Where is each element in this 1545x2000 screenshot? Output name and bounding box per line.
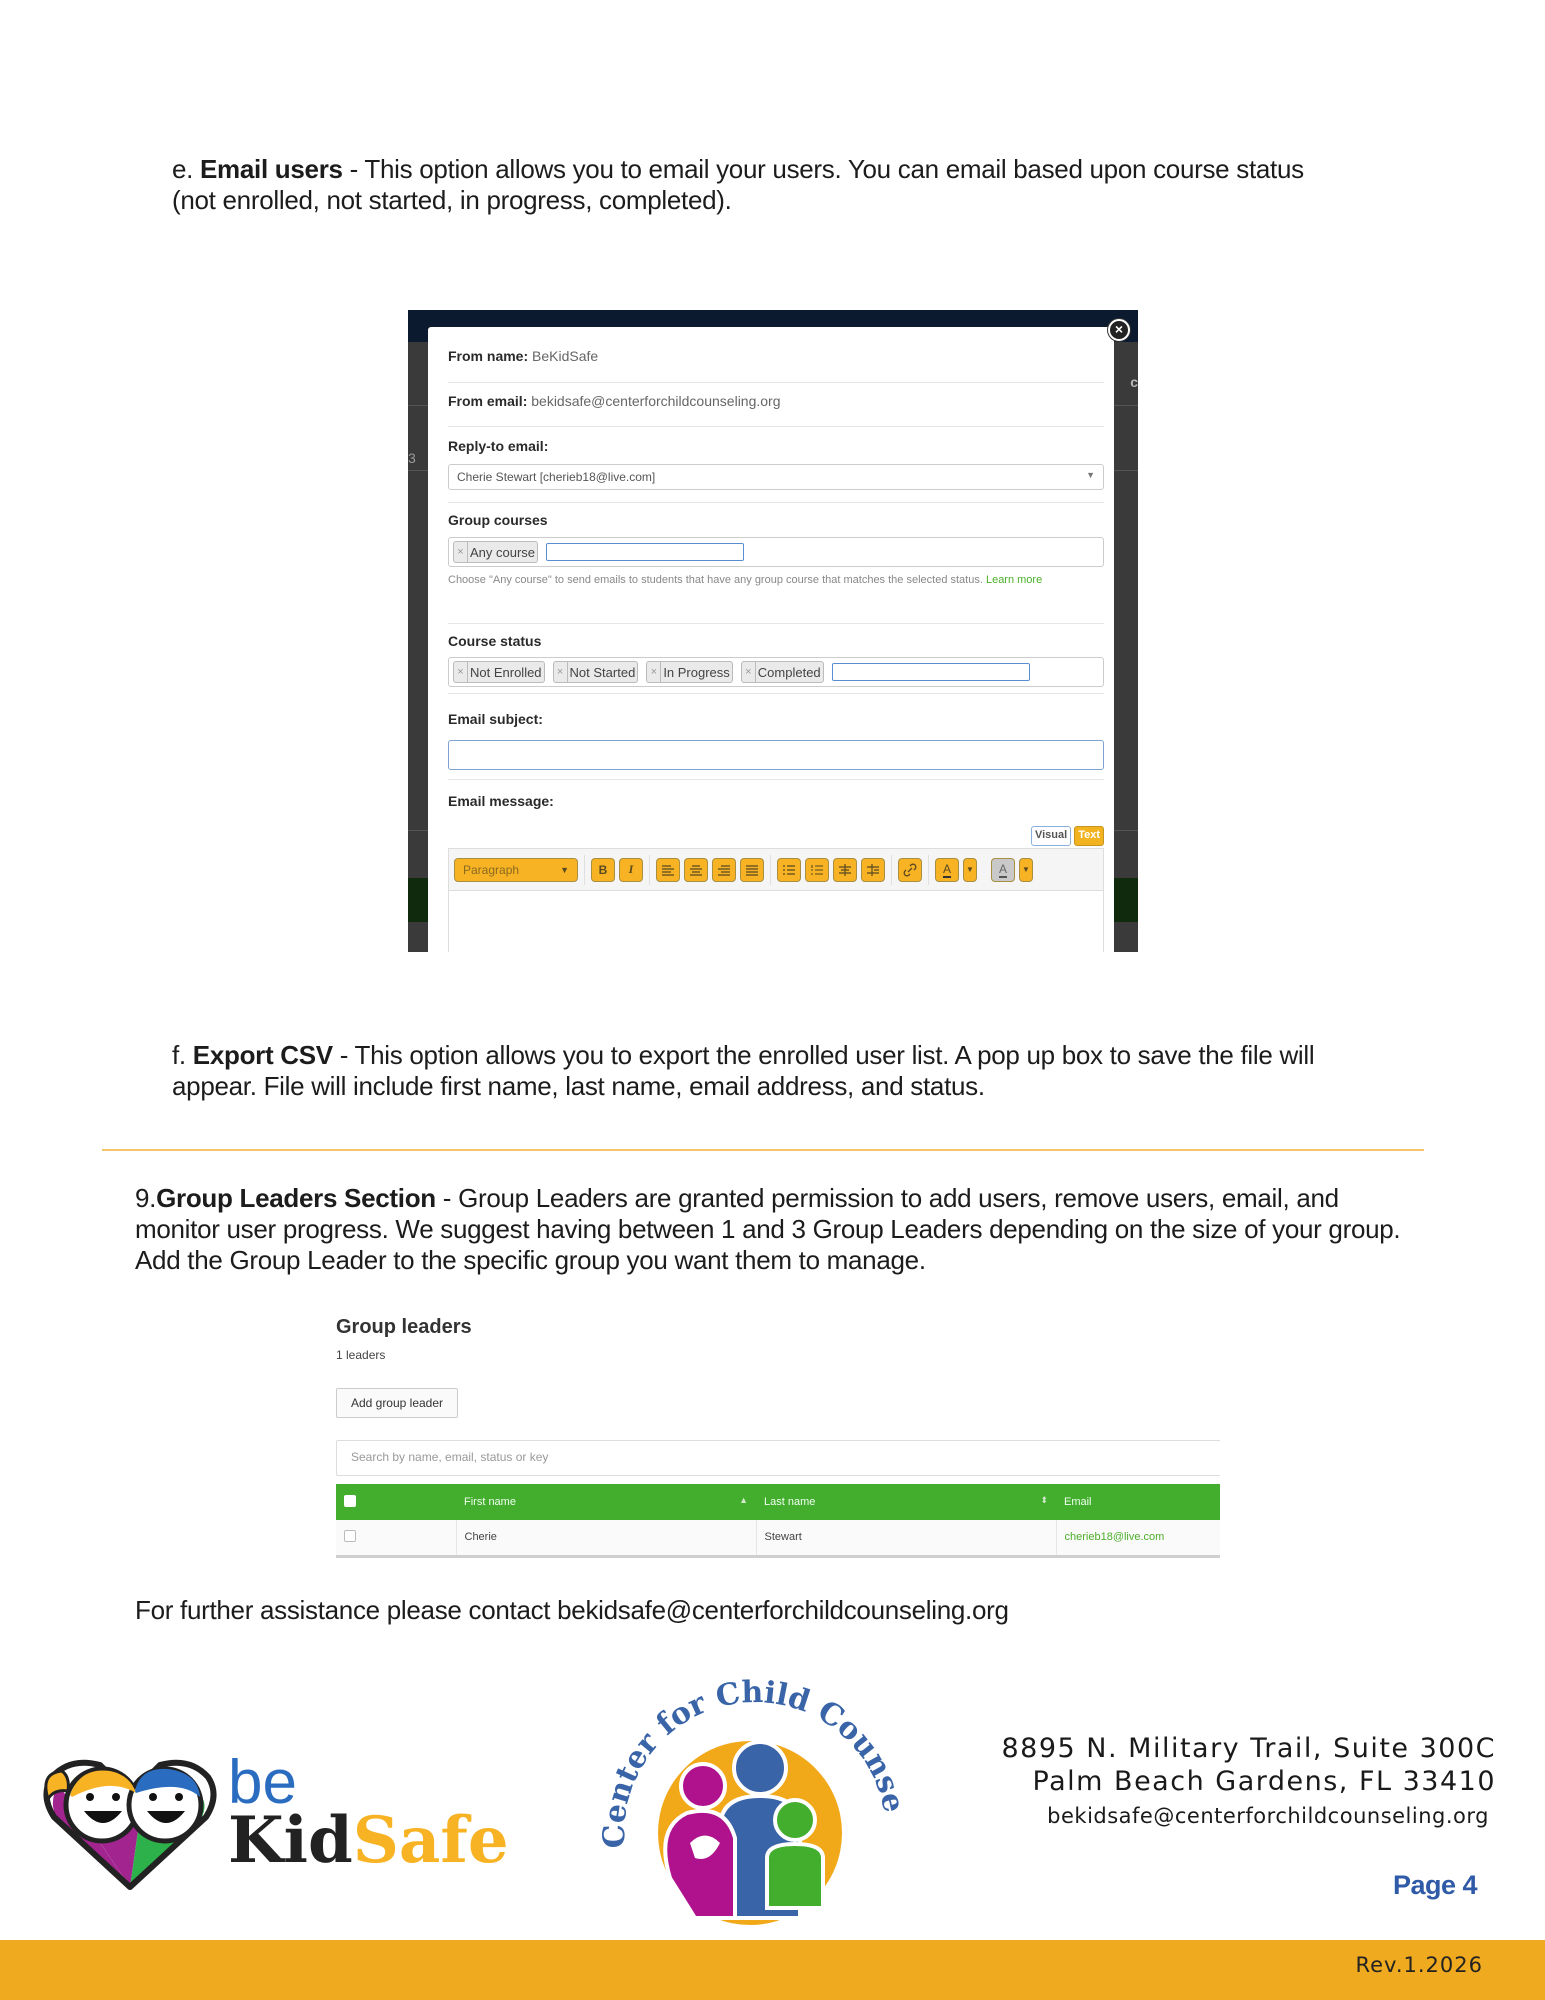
background-color-button[interactable] [991, 858, 1015, 882]
background-color-icon: A [998, 861, 1007, 876]
divider [448, 426, 1104, 427]
status-tag [453, 661, 545, 683]
bekidsafe-logo [40, 1748, 510, 1895]
reply-to-label: Reply-to email: [448, 438, 549, 454]
sort-icon: ▲ [739, 1495, 748, 1505]
email-subject-input[interactable] [448, 740, 1104, 770]
bullet-list-icon [782, 864, 796, 876]
link-icon [903, 863, 917, 877]
group-courses-search[interactable] [546, 543, 744, 561]
column-first-name[interactable] [456, 1484, 756, 1520]
group-leaders-title: Group leaders [336, 1316, 472, 1338]
toolbar-separator [891, 855, 892, 885]
tag-label: Not Enrolled [470, 664, 542, 680]
first-name-cell: Cherie [456, 1520, 756, 1556]
section-group-leaders [135, 1183, 1415, 1276]
indent-icon [866, 864, 880, 876]
address-line-2: Palm Beach Gardens, FL 33410 [1032, 1766, 1496, 1797]
text-color-icon: A [942, 861, 951, 876]
align-center-icon [689, 864, 703, 876]
remove-tag-icon[interactable]: × [454, 662, 468, 682]
indent-button[interactable] [861, 858, 885, 882]
section-title: Email users [200, 154, 343, 184]
align-right-icon [717, 864, 731, 876]
help-text: Choose "Any course" to send emails to students that have any group course that matches the selected status. [448, 574, 986, 586]
text-color-dropdown[interactable] [963, 858, 977, 882]
section-prefix: 9. [135, 1183, 157, 1213]
divider [448, 779, 1104, 780]
chevron-down-icon: ▼ [1086, 470, 1095, 480]
logo-text-be: be [228, 1748, 297, 1817]
email-message-label: Email message: [448, 793, 554, 809]
align-left-button[interactable] [656, 858, 680, 882]
chevron-down-icon: ▼ [1022, 865, 1030, 874]
link-button[interactable] [898, 858, 922, 882]
course-tag [453, 541, 538, 563]
editor-tabs [1031, 826, 1104, 846]
contact-text: For further assistance please contact bekidsafe@centerforchildcounseling.org [135, 1595, 1009, 1625]
tab-text[interactable]: Text [1074, 826, 1104, 846]
divider [448, 502, 1104, 503]
sort-icon: ⬍ [1040, 1495, 1048, 1505]
course-status-search[interactable] [832, 663, 1030, 681]
section-email-users [172, 154, 1352, 216]
toolbar-separator [584, 855, 585, 885]
search-input[interactable]: Search by name, email, status or key [336, 1440, 1220, 1476]
reply-to-value: Cherie Stewart [cherieb18@live.com] [457, 470, 656, 484]
chevron-down-icon: ▼ [560, 864, 569, 875]
outdent-icon [838, 864, 852, 876]
divider [448, 693, 1104, 694]
email-message-editor[interactable] [448, 848, 1104, 952]
column-email[interactable] [1056, 1484, 1220, 1520]
group-leaders-table [336, 1484, 1220, 1558]
section-prefix: f. [172, 1040, 193, 1070]
section-title: Export CSV [192, 1040, 333, 1070]
numbered-list-icon [810, 864, 824, 876]
logo-text-safe: Safe [352, 1803, 509, 1878]
email-modal [428, 327, 1114, 952]
table-row [336, 1520, 1220, 1556]
section-export-csv [172, 1040, 1352, 1102]
page-number: Page 4 [1392, 1870, 1477, 1900]
select-all-header [336, 1484, 456, 1520]
select-all-checkbox[interactable] [344, 1495, 356, 1507]
row-select-cell [336, 1520, 456, 1556]
bullet-list-button[interactable] [777, 858, 801, 882]
toolbar-separator [770, 855, 771, 885]
email-subject-label-row [448, 711, 1104, 727]
remove-tag-icon[interactable]: × [554, 662, 568, 682]
status-tag [741, 661, 824, 683]
bold-icon: B [598, 862, 608, 877]
from-email-row [448, 393, 1104, 409]
center-for-child-counseling-logo [595, 1668, 905, 1928]
column-label: Last name [764, 1496, 816, 1508]
align-center-button[interactable] [684, 858, 708, 882]
logo-text-kid: Kid [228, 1803, 353, 1878]
justify-button[interactable] [740, 858, 764, 882]
divider [448, 382, 1104, 383]
editor-toolbar [449, 849, 1103, 891]
group-courses-label: Group courses [448, 512, 548, 528]
logo-text-kidsafe [228, 1803, 509, 1878]
email-cell[interactable]: cherieb18@live.com [1056, 1520, 1220, 1556]
group-courses-input[interactable] [448, 537, 1104, 567]
italic-icon: I [628, 862, 634, 876]
status-tag [646, 661, 732, 683]
justify-icon [745, 864, 759, 876]
learn-more-link[interactable]: Learn more [985, 574, 1043, 586]
background-text: c [1130, 374, 1138, 390]
paragraph-format-select[interactable] [454, 858, 578, 882]
bekidsafe-heart-icon [40, 1755, 220, 1895]
ccc-family-icon [595, 1668, 905, 1928]
column-label: First name [464, 1496, 516, 1508]
reply-to-select[interactable] [448, 464, 1104, 490]
group-leaders-screenshot [330, 1310, 1220, 1565]
from-name-label: From name: [448, 348, 529, 364]
last-name-cell: Stewart [756, 1520, 1056, 1556]
toolbar-separator [928, 855, 929, 885]
align-left-icon [661, 864, 675, 876]
section-title: Group Leaders Section [156, 1183, 436, 1213]
from-name-row [448, 348, 1104, 364]
add-group-leader-button[interactable]: Add group leader [336, 1388, 458, 1418]
course-status-label: Course status [448, 633, 542, 649]
column-label: Email [1064, 1496, 1092, 1508]
tag-label: Not Started [569, 664, 636, 680]
section-prefix: e. [172, 154, 201, 184]
group-courses-help [448, 571, 1104, 590]
email-message-label-row [448, 793, 1104, 809]
toolbar-separator [649, 855, 650, 885]
background-text: 3 [408, 450, 416, 466]
tag-label: Completed [757, 664, 821, 680]
from-email-value: bekidsafe@centerforchildcounseling.org [531, 393, 781, 409]
bold-button[interactable] [591, 858, 615, 882]
from-email-label: From email: [448, 393, 528, 409]
row-checkbox[interactable] [344, 1530, 356, 1542]
course-status-input[interactable] [448, 657, 1104, 687]
chevron-down-icon: ▼ [966, 865, 974, 874]
email-subject-label: Email subject: [448, 711, 543, 727]
divider [448, 623, 1104, 624]
tag-label: In Progress [663, 664, 730, 680]
address-line-1: 8895 N. Military Trail, Suite 300C [1001, 1733, 1496, 1764]
group-courses-label-row [448, 512, 1104, 528]
leaders-count: 1 leaders [336, 1348, 386, 1362]
outdent-button[interactable] [833, 858, 857, 882]
email-users-screenshot [408, 310, 1138, 952]
align-right-button[interactable] [712, 858, 736, 882]
numbered-list-button[interactable] [805, 858, 829, 882]
section-divider [102, 1149, 1424, 1151]
status-tag [553, 661, 639, 683]
reply-to-label-row [448, 438, 1104, 454]
tag-label: Any course [470, 544, 536, 560]
ccc-name-text: Center for Child Couns [596, 1674, 905, 1849]
remove-tag-icon[interactable]: × [647, 662, 661, 682]
close-icon[interactable]: × [1108, 319, 1130, 341]
paragraph-format-value: Paragraph [463, 862, 520, 877]
italic-button[interactable] [619, 858, 643, 882]
footer-email: bekidsafe@centerforchildcounseling.org [1047, 1804, 1489, 1828]
remove-tag-icon[interactable]: × [742, 662, 756, 682]
section-body: - This option allows you to email your users. You can email based upon course status (not enrolled, not started, in progress, completed). [172, 154, 1304, 215]
from-name-value: BeKidSafe [532, 348, 599, 364]
remove-tag-icon[interactable]: × [454, 542, 468, 562]
section-body: - This option allows you to export the enrolled user list. A pop up box to save the file will appear. File will include first name, last name, email address, and status. [172, 1040, 1315, 1101]
revision-label: Rev.1.2026 [1355, 1953, 1483, 1977]
text-color-button[interactable] [935, 858, 959, 882]
course-status-label-row [448, 633, 1104, 649]
tab-visual[interactable]: Visual [1031, 826, 1071, 846]
background-color-dropdown[interactable] [1019, 858, 1033, 882]
column-last-name[interactable] [756, 1484, 1056, 1520]
footer-bar [0, 1940, 1545, 2000]
table-header-row [336, 1484, 1220, 1520]
section-body: - Group Leaders are granted permission to add users, remove users, email, and monitor user progress. We suggest having between 1 and 3 Group Leaders depending on the size of your group. Add the Group Leader to the specific group you want them to manage. [135, 1183, 1401, 1275]
